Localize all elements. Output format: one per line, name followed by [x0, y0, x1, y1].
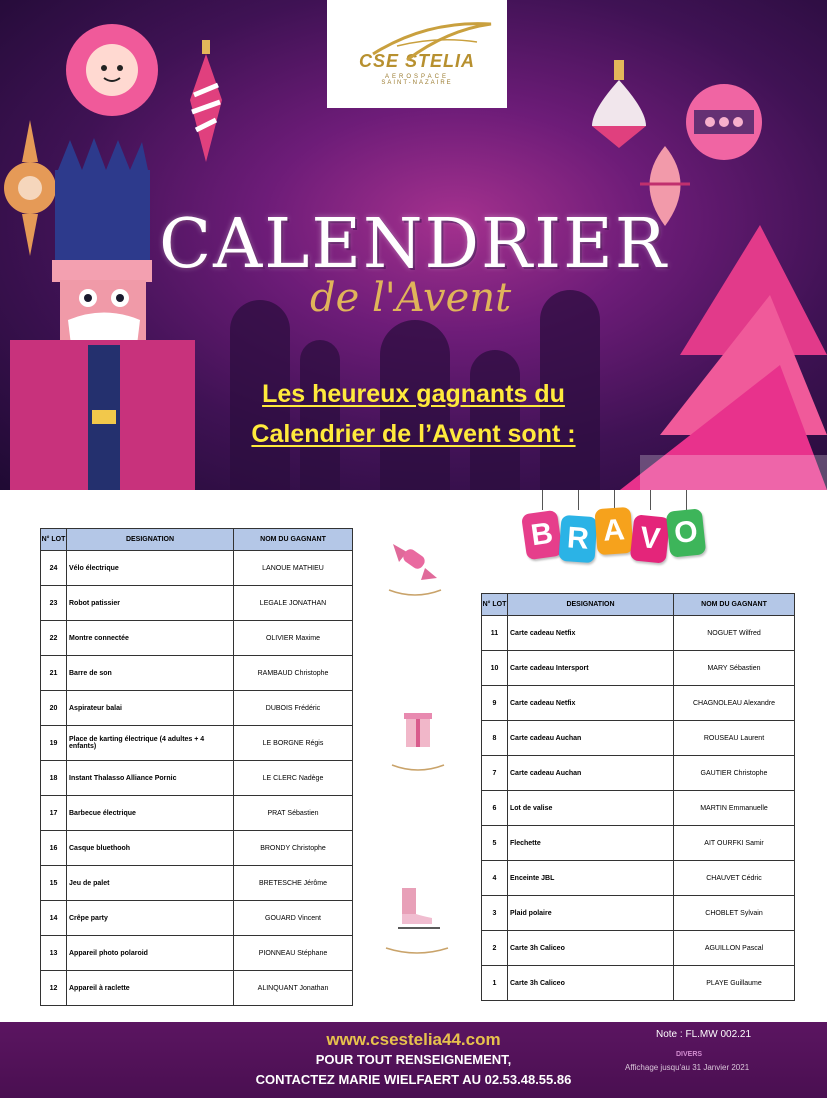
lot-designation: Barbecue électrique — [67, 796, 234, 831]
header-lot: N° LOT — [41, 529, 67, 551]
winner-name: CHOBLET Sylvain — [674, 896, 795, 931]
lot-designation: Robot patissier — [67, 586, 234, 621]
lot-number: 12 — [41, 971, 67, 1006]
winner-name: OLIVIER Maxime — [234, 621, 353, 656]
winner-name: CHAUVET Cédric — [674, 861, 795, 896]
lot-designation: Crêpe party — [67, 901, 234, 936]
lot-number: 3 — [482, 896, 508, 931]
tag-string — [686, 490, 687, 510]
table-row — [482, 616, 795, 651]
lot-number: 9 — [482, 686, 508, 721]
table-header-row — [482, 594, 795, 616]
lot-designation: Jeu de palet — [67, 866, 234, 901]
winners-heading-line1: Les heureux gagnants du — [262, 380, 565, 408]
ornament-stripe-icon — [186, 40, 226, 165]
table-row — [41, 691, 353, 726]
lot-designation: Plaid polaire — [508, 896, 674, 931]
lot-designation: Carte cadeau Auchan — [508, 756, 674, 791]
lot-designation: Vélo électrique — [67, 551, 234, 586]
table-row — [41, 796, 353, 831]
logo-line1: AEROSPACE — [385, 73, 449, 80]
bravo-letter-tag: V — [630, 514, 671, 564]
winner-name: LANOUE MATHIEU — [234, 551, 353, 586]
footer-info-line1: POUR TOUT RENSEIGNEMENT, — [315, 1052, 512, 1067]
lot-number: 1 — [482, 966, 508, 1001]
winner-name: GAUTIER Christophe — [674, 756, 795, 791]
table-row — [482, 791, 795, 826]
lot-number: 22 — [41, 621, 67, 656]
lot-designation: Montre connectée — [67, 621, 234, 656]
tag-string — [578, 490, 579, 510]
lot-number: 10 — [482, 651, 508, 686]
winner-name: AGUILLON Pascal — [674, 931, 795, 966]
table-row — [482, 966, 795, 1001]
page-title: CALENDRIER — [159, 205, 668, 284]
table-row — [41, 971, 353, 1006]
table-row — [482, 651, 795, 686]
lot-number: 15 — [41, 866, 67, 901]
table-row — [482, 861, 795, 896]
lot-number: 24 — [41, 551, 67, 586]
winner-name: ALINQUANT Jonathan — [234, 971, 353, 1006]
table-row — [41, 866, 353, 901]
table-row — [482, 826, 795, 861]
lot-designation: Instant Thalasso Alliance Pornic — [67, 761, 234, 796]
winner-name: LE BORGNE Régis — [234, 726, 353, 761]
table-row — [41, 621, 353, 656]
lot-number: 6 — [482, 791, 508, 826]
table-header-row — [41, 529, 353, 551]
footer — [0, 1022, 827, 1098]
table-row — [482, 686, 795, 721]
lot-number: 5 — [482, 826, 508, 861]
ornament-face-icon — [60, 18, 170, 128]
bravo-letter-tag: O — [666, 508, 707, 558]
header-designation: DESIGNATION — [67, 529, 234, 551]
lot-number: 21 — [41, 656, 67, 691]
logo-line2: SAINT-NAZAIRE — [381, 79, 453, 86]
lot-designation: Appareil photo polaroid — [67, 936, 234, 971]
winner-name: LE CLERC Nadège — [234, 761, 353, 796]
footer-website[interactable]: www.csestelia44.com — [326, 1030, 501, 1049]
logo-box — [327, 0, 507, 108]
table-row — [41, 831, 353, 866]
lot-number: 18 — [41, 761, 67, 796]
lot-number: 4 — [482, 861, 508, 896]
table-row — [482, 931, 795, 966]
winner-name: MARTIN Emmanuelle — [674, 791, 795, 826]
lot-designation: Lot de valise — [508, 791, 674, 826]
winner-name: CHAGNOLEAU Alexandre — [674, 686, 795, 721]
winner-name: DUBOIS Frédéric — [234, 691, 353, 726]
lot-designation: Barre de son — [67, 656, 234, 691]
logo-brand: CSE STELIA — [358, 50, 475, 71]
lot-number: 17 — [41, 796, 67, 831]
winner-name: BRONDY Christophe — [234, 831, 353, 866]
lot-designation: Carte cadeau Intersport — [508, 651, 674, 686]
lot-designation: Carte 3h Caliceo — [508, 966, 674, 1001]
table-row — [41, 936, 353, 971]
lot-designation: Appareil à raclette — [67, 971, 234, 1006]
lot-designation: Casque bluethooh — [67, 831, 234, 866]
footer-display-until: Affichage jusqu'au 31 Janvier 2021 — [625, 1063, 750, 1072]
table-row — [41, 761, 353, 796]
lot-designation: Aspirateur balai — [67, 691, 234, 726]
winner-name: PRAT Sébastien — [234, 796, 353, 831]
winners-table-right — [481, 593, 795, 1001]
lot-designation: Carte cadeau Auchan — [508, 721, 674, 756]
candy-icon — [385, 538, 445, 600]
page-subtitle: de l'Avent — [310, 275, 512, 321]
gift-icon — [388, 705, 448, 773]
table-row — [41, 551, 353, 586]
tag-string — [650, 490, 651, 510]
winner-name: AIT OURFKI Samir — [674, 826, 795, 861]
table-row — [41, 656, 353, 691]
castle-silhouette — [300, 340, 340, 490]
header-winner: NOM DU GAGNANT — [674, 594, 795, 616]
lot-designation: Carte cadeau Netfix — [508, 616, 674, 651]
bravo-letter-tag: A — [594, 507, 633, 555]
winner-name: NOGUET Wilfred — [674, 616, 795, 651]
winner-name: LEGALE JONATHAN — [234, 586, 353, 621]
table-row — [41, 726, 353, 761]
lot-number: 16 — [41, 831, 67, 866]
header-banner — [0, 0, 827, 490]
header-lot: N° LOT — [482, 594, 508, 616]
footer-info-line2: CONTACTEZ MARIE WIELFAERT AU 02.53.48.55.86 — [255, 1072, 572, 1087]
lot-designation: Enceinte JBL — [508, 861, 674, 896]
lot-number: 8 — [482, 721, 508, 756]
lot-number: 14 — [41, 901, 67, 936]
lot-number: 13 — [41, 936, 67, 971]
table-row — [482, 756, 795, 791]
lot-number: 7 — [482, 756, 508, 791]
tag-string — [542, 490, 543, 510]
lot-number: 2 — [482, 931, 508, 966]
lot-number: 23 — [41, 586, 67, 621]
logo-swoosh-icon — [367, 16, 497, 66]
ice-skate-icon — [382, 880, 452, 960]
table-row — [482, 721, 795, 756]
bravo-letter-tag: R — [558, 515, 597, 563]
winners-table-left — [40, 528, 353, 1006]
lot-number: 11 — [482, 616, 508, 651]
header-designation: DESIGNATION — [508, 594, 674, 616]
winners-heading-line2: Calendrier de l’Avent sont : — [251, 420, 576, 448]
winner-name: RAMBAUD Christophe — [234, 656, 353, 691]
lot-designation: Flechette — [508, 826, 674, 861]
lot-designation: Carte cadeau Netfix — [508, 686, 674, 721]
winner-name: PIONNEAU Stéphane — [234, 936, 353, 971]
footer-note: Note : FL.MW 002.21 — [656, 1029, 752, 1040]
header-winner: NOM DU GAGNANT — [234, 529, 353, 551]
lot-designation: Place de karting électrique (4 adultes + 4 enfants) — [67, 726, 234, 761]
winner-name: ROUSEAU Laurent — [674, 721, 795, 756]
ornament-white-icon — [590, 60, 650, 150]
bravo-letter-tag: B — [521, 510, 563, 561]
lot-number: 19 — [41, 726, 67, 761]
table-row — [482, 896, 795, 931]
winner-name: PLAYE Guillaume — [674, 966, 795, 1001]
winner-name: BRETESCHE Jérôme — [234, 866, 353, 901]
footer-category: DIVERS — [676, 1051, 703, 1058]
bravo-tags — [520, 490, 710, 580]
table-row — [41, 586, 353, 621]
table-row — [41, 901, 353, 936]
winner-name: GOUARD Vincent — [234, 901, 353, 936]
lot-designation: Carte 3h Caliceo — [508, 931, 674, 966]
winner-name: MARY Sébastien — [674, 651, 795, 686]
lot-number: 20 — [41, 691, 67, 726]
